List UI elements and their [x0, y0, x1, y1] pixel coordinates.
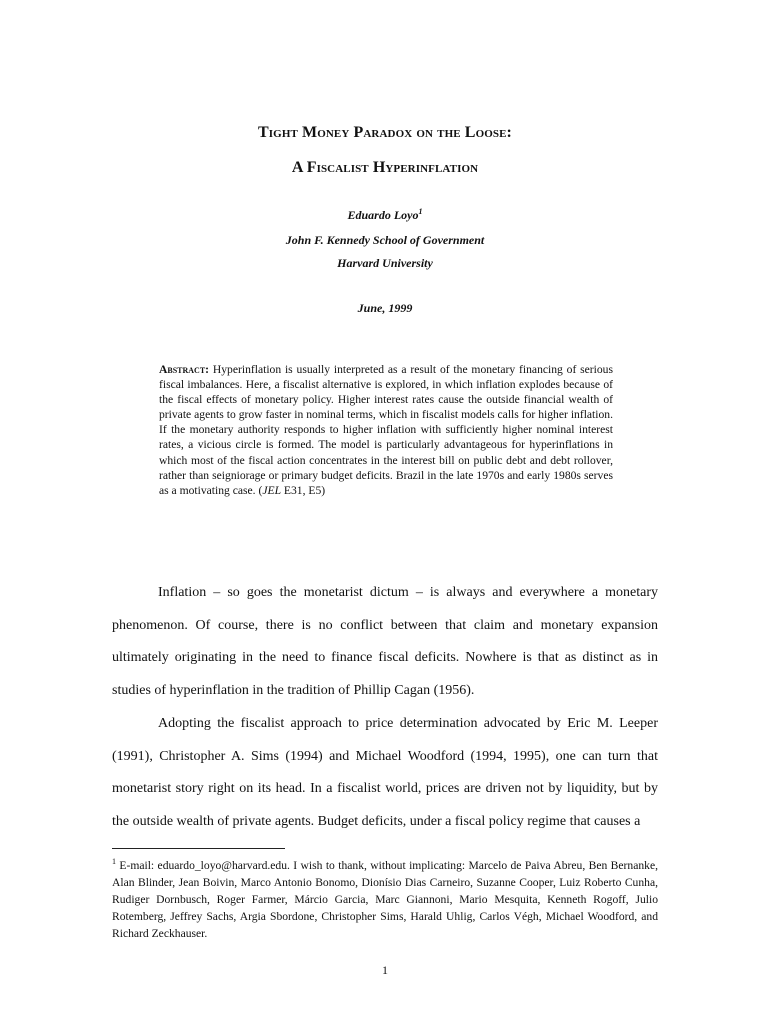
- affiliation-line2: Harvard University: [337, 256, 433, 270]
- abstract-text: Hyperinflation is usually interpreted as a result of the monetary financing of serious fiscal imbalances. Here, a fiscalist alternative is explored, in which inflation explodes because of the fiscal effects of monetary policy. Higher interest rates cause the outside financial wealth of private agents to grow faster in nominal terms, which in fiscalist models calls for higher inflation. If the monetary authority responds to higher inflation with sufficiently higher nominal interest rates, a vicious circle is formed. The model is particularly advantageous for hyperinflations in which most of the fiscal action concentrates in the interest bill on public debt and debt rollover, rather than seigniorage or primary budget deficits. Brazil in the late 1970s and early 1980s serves as a motivating case. (: [159, 363, 613, 497]
- footnote: [112, 853, 658, 942]
- author-footnote-mark: 1: [418, 207, 423, 216]
- abstract: [159, 362, 613, 498]
- jel-codes: E31, E5): [281, 483, 326, 497]
- body-text: [112, 577, 658, 839]
- jel-label: JEL: [262, 483, 282, 497]
- paper-title-line1: Tight Money Paradox on the Loose:: [258, 124, 512, 141]
- page-number: 1: [382, 963, 388, 977]
- paper-title-line2: A Fiscalist Hyperinflation: [291, 159, 479, 176]
- affiliation-line1: John F. Kennedy School of Government: [285, 233, 485, 247]
- paper-date: June, 1999: [357, 301, 413, 315]
- abstract-label: Abstract:: [159, 363, 210, 376]
- body-paragraph-2: Adopting the fiscalist approach to price determination advocated by Eric M. Leeper (1991), Christopher A. Sims (1994) and Michael Woodford (1994, 1995), one can turn that monetarist story right on its head. In a fiscalist world, prices are driven not by liquidity, but by the outside wealth of private agents. Budget deficits, under a fiscal policy regime that causes a: [112, 715, 658, 829]
- author-name-text: Eduardo Loyo: [347, 208, 419, 222]
- footnote-mark: 1: [112, 857, 116, 866]
- footnote-text: E-mail: eduardo_loyo@harvard.edu. I wish to thank, without implicating: Marcelo de Paiva Abreu, Ben Bernanke, Alan Blinder, Jean Boivin, Marco Antonio Bonomo, Dionísio Dias Carneiro, Suzanne Cooper, Luiz Roberto Cunha, Rudiger Dornbusch, Roger Farmer, Márcio Garcia, Marc Giannoni, Mario Mesquita, Kenneth Rogoff, Julio Rotemberg, Jeffrey Sachs, Argia Sbordone, Christopher Sims, Harald Uhlig, Carlos Végh, Michael Woodford, and Richard Zeckhauser.: [112, 858, 658, 940]
- author-name: [0, 207, 770, 223]
- body-paragraph-1: Inflation – so goes the monetarist dictum – is always and everywhere a monetary phenomenon. Of course, there is no conflict between that claim and monetary expansion ultimately originating in the need to finance fiscal deficits. Nowhere is that as distinct as in studies of hyperinflation in the tradition of Phillip Cagan (1956).: [112, 585, 658, 699]
- footnote-divider: [112, 848, 285, 849]
